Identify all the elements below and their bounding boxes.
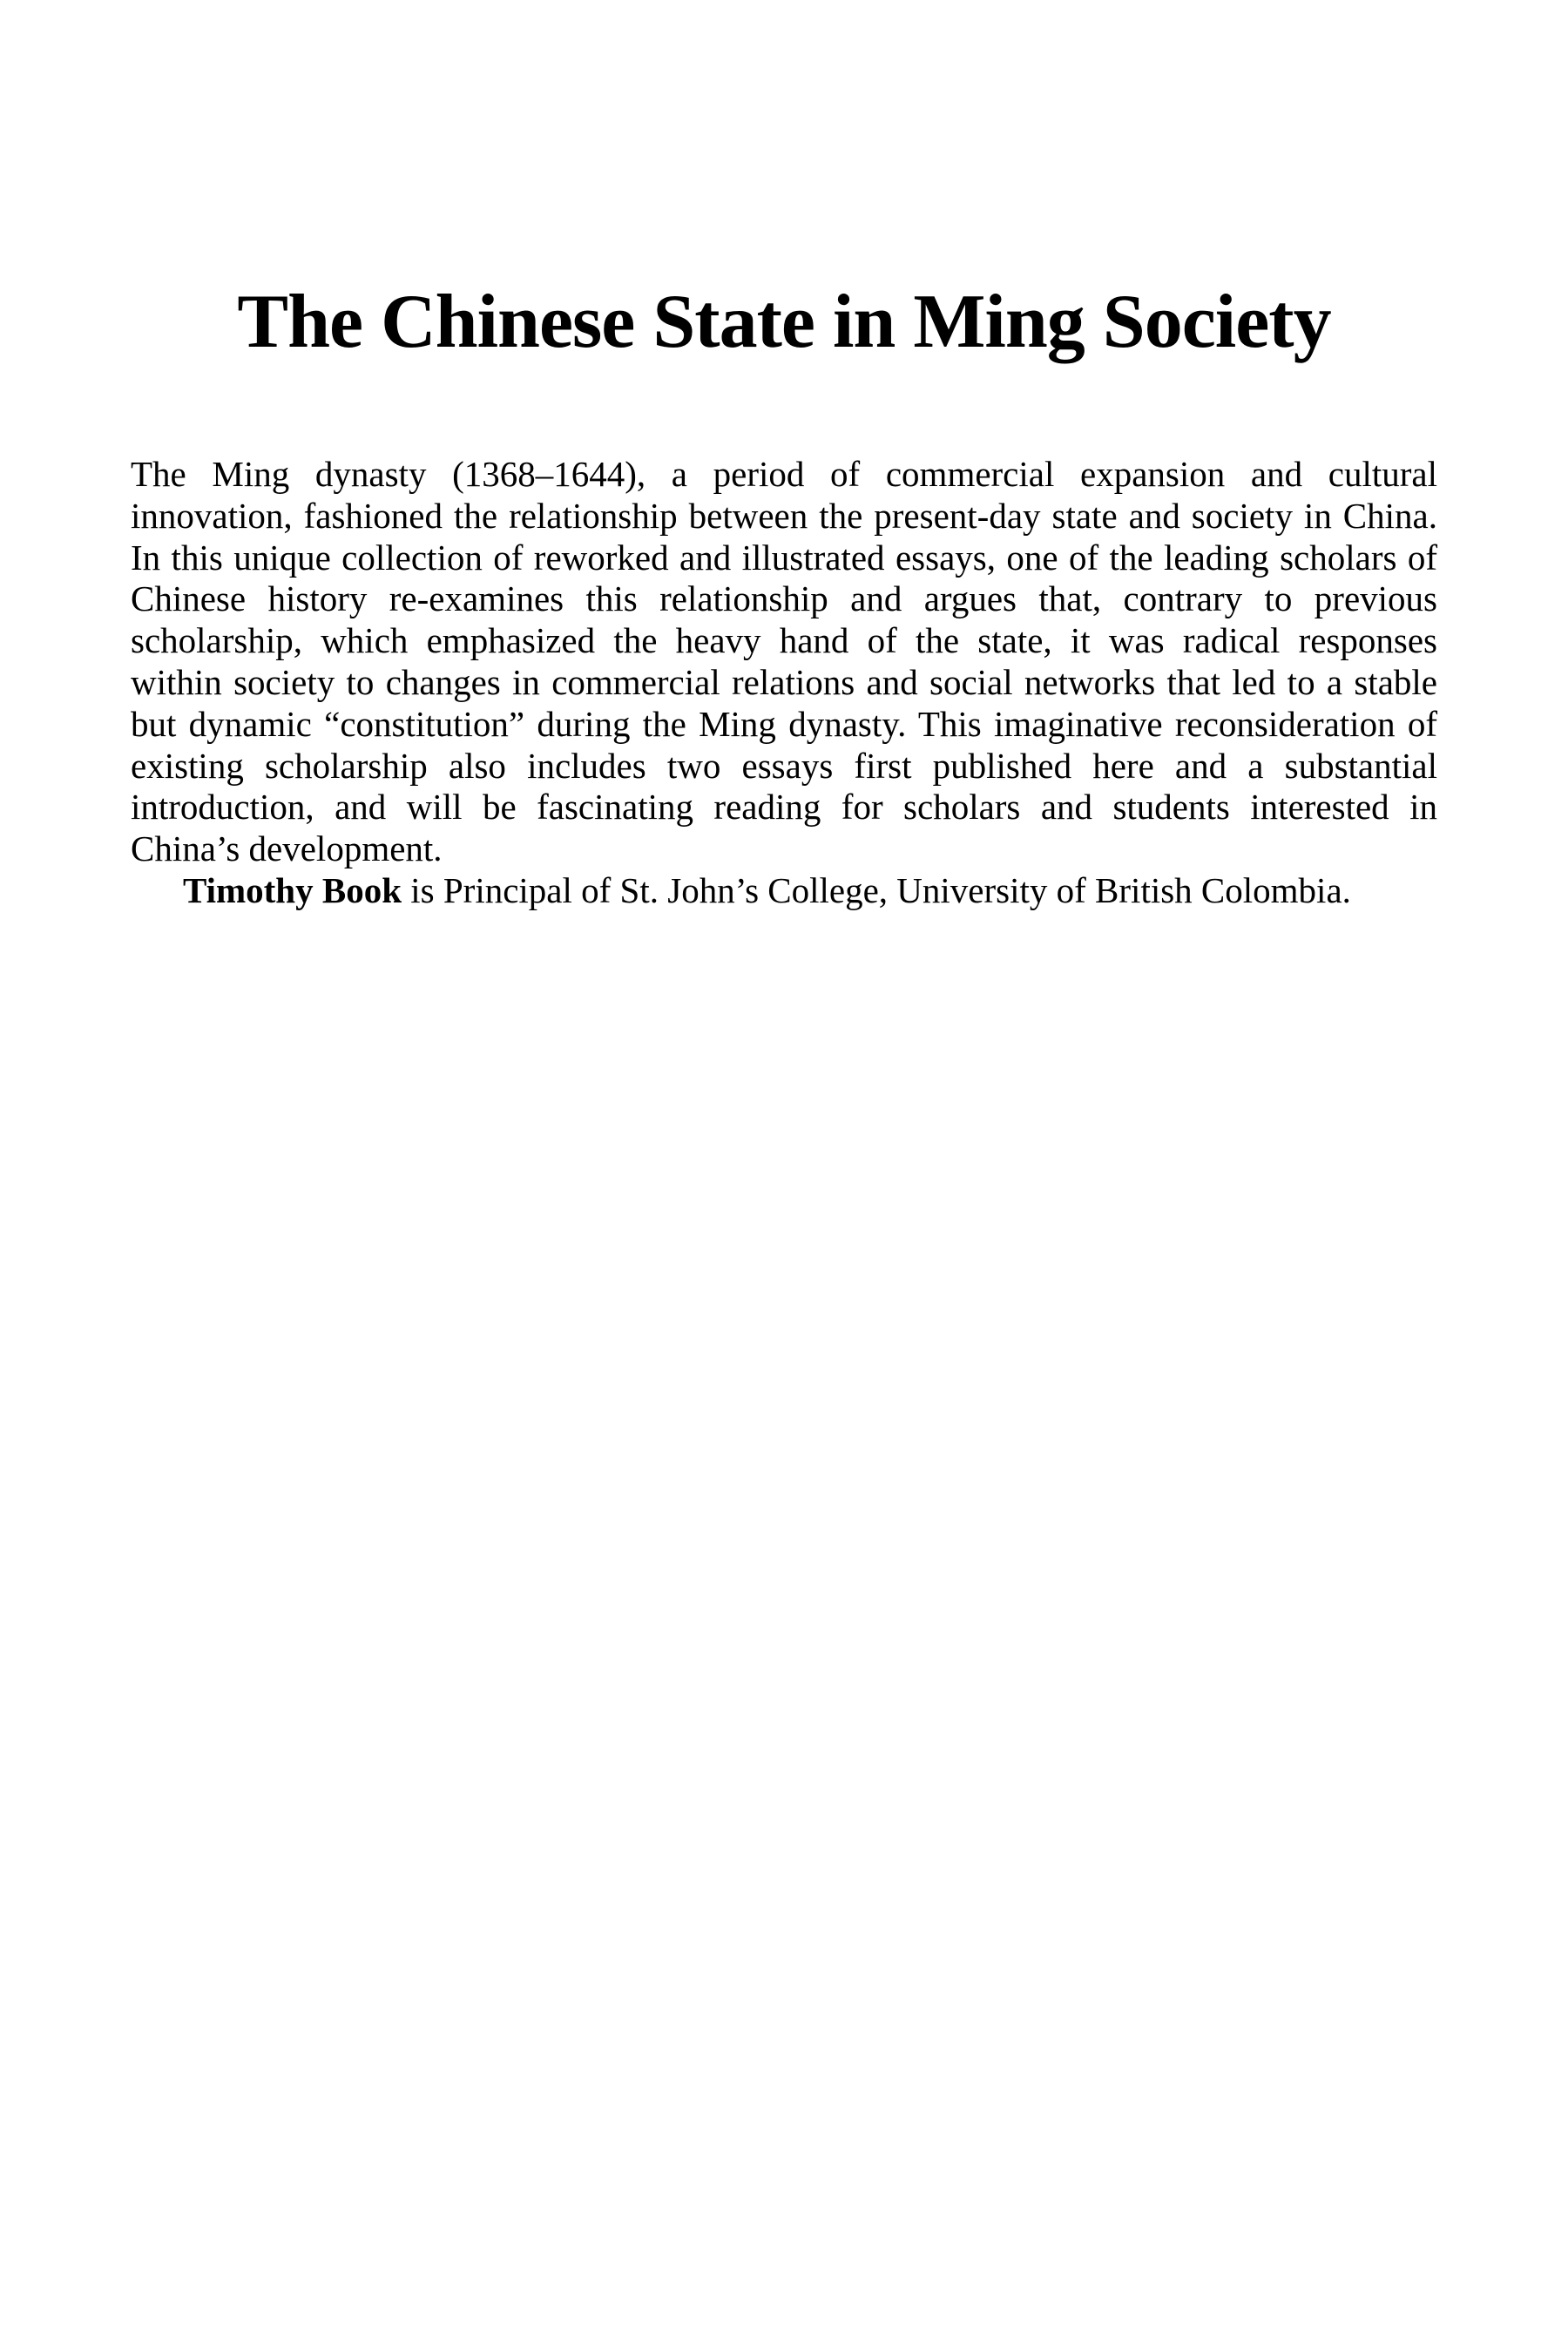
blurb-line-4: Chinese history re-examines this relationship and argues that, contrary to previous [131, 578, 1437, 619]
book-title: The Chinese State in Ming Society [237, 280, 1331, 364]
author-name: Timothy Book [183, 869, 402, 910]
blurb-line-1: The Ming dynasty (1368–1644), a period of commercial expansion and cultural [131, 454, 1437, 494]
blurb-line-7: but dynamic “constitution” during the Ming dynasty. This imaginative reconsideration of [131, 703, 1437, 744]
blurb-line-9: introduction, and will be fascinating reading for scholars and students interested in [131, 787, 1437, 828]
blurb-line-2: innovation, fashioned the relationship between the present-day state and society in China. [131, 495, 1437, 536]
blurb-line-8: existing scholarship also includes two essays first published here and a substantial [131, 745, 1437, 786]
blurb-line-6: within society to changes in commercial relations and social networks that led to a stable [131, 661, 1437, 702]
blurb-line-3: In this unique collection of reworked and illustrated essays, one of the leading scholars of [131, 537, 1437, 578]
blurb-closing-line: China’s development. [131, 828, 443, 869]
author-note-text: is Principal of St. John’s College, University of British Colombia. [402, 869, 1351, 910]
author-note [131, 870, 1437, 912]
blurb-paragraph [131, 454, 1437, 912]
blurb-line-5: scholarship, which emphasized the heavy hand of the state, it was radical responses [131, 620, 1437, 661]
